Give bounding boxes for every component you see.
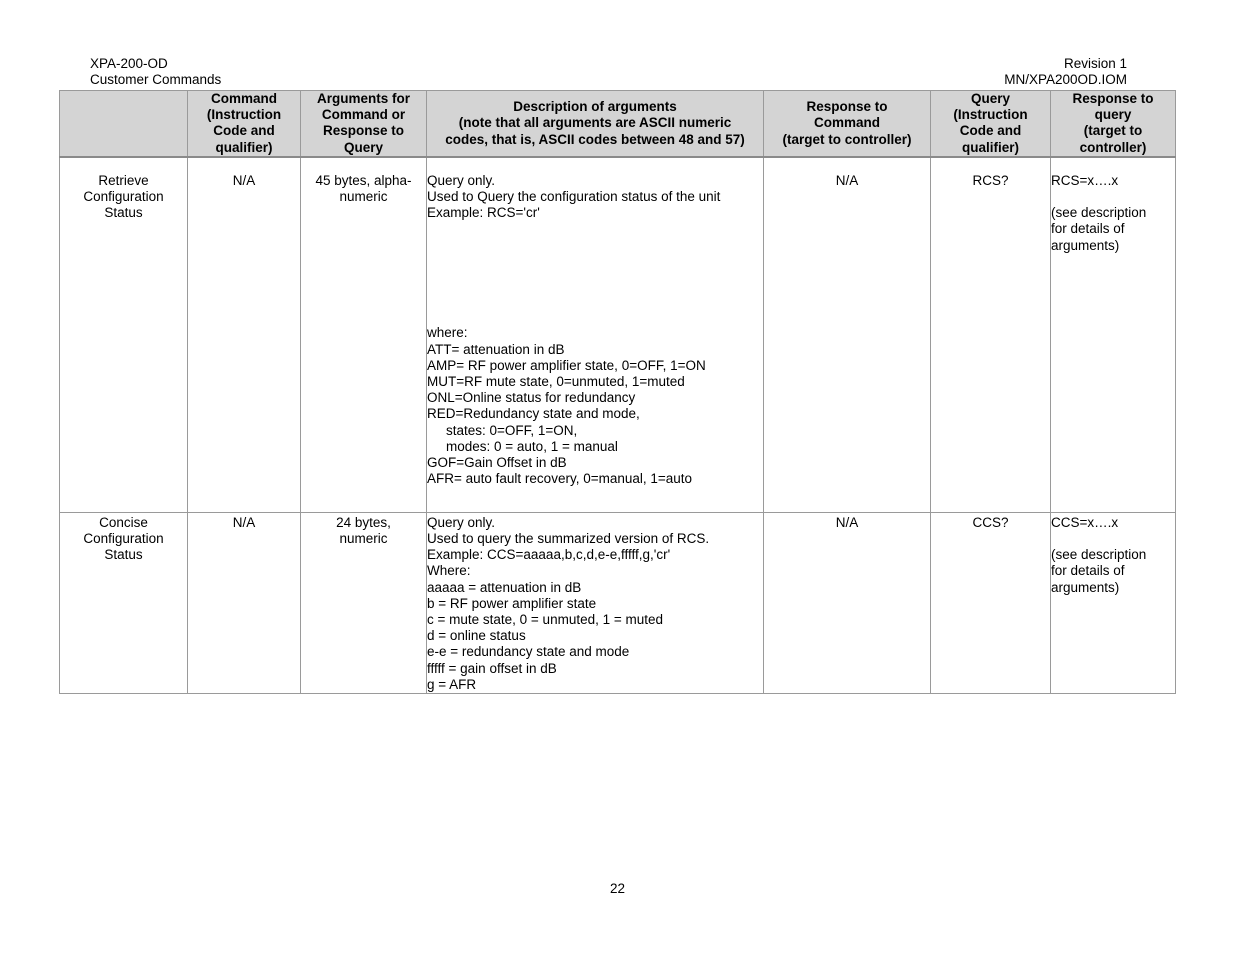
- page-header-right: [1004, 56, 1127, 88]
- command-cell: N/A: [188, 157, 301, 513]
- response-to-query-cell: CCS=x….x (see description for details of arguments): [1051, 512, 1176, 693]
- document-id: XPA-200-OD: [90, 56, 168, 71]
- response-to-command-cell: N/A: [764, 512, 931, 693]
- header-arguments: Arguments for Command or Response to Query: [301, 91, 427, 157]
- header-description: Description of arguments (note that all arguments are ASCII numeric codes, that is, ASCII codes between 48 and 57): [427, 91, 764, 157]
- page-number: 22: [609, 881, 626, 896]
- page-header-left: [90, 56, 221, 88]
- revision-label: Revision 1: [1063, 56, 1127, 71]
- query-cell: CCS?: [931, 512, 1051, 693]
- document-code: MN/XPA200OD.IOM: [1004, 72, 1127, 87]
- response-to-query-cell: RCS=x….x (see description for details of arguments): [1051, 157, 1176, 513]
- header-response-to-query: Response to query (target to controller): [1051, 91, 1176, 157]
- commands-table: [59, 90, 1176, 694]
- header-response-to-command: Response to Command (target to controller): [764, 91, 931, 157]
- description-cell: Query only. Used to query the summarized version of RCS. Example: CCS=aaaaa,b,c,d,e-e,fffff,g,'cr' Where: aaaaa = attenuation in dB b = RF power amplifier state c = mute state, 0 = unmuted, 1 = muted d = online status e-e = redundancy state and mode fffff = gain offset in dB g = AFR: [427, 512, 764, 693]
- section-title: Customer Commands: [90, 72, 222, 87]
- query-cell: RCS?: [931, 157, 1051, 513]
- header-query: Query (Instruction Code and qualifier): [931, 91, 1051, 157]
- table-row: [60, 157, 1176, 513]
- table-header-row: [60, 91, 1176, 157]
- arguments-cell: 24 bytes, numeric: [301, 512, 427, 693]
- arguments-cell: 45 bytes, alpha- numeric: [301, 157, 427, 513]
- response-to-command-cell: N/A: [764, 157, 931, 513]
- command-cell: N/A: [188, 512, 301, 693]
- header-command: Command (Instruction Code and qualifier): [188, 91, 301, 157]
- description-cell: Query only. Used to Query the configuration status of the unit Example: RCS='cr' where: ATT= attenuation in dB AMP= RF power amplifier state, 0=OFF, 1=ON MUT=RF mute state, 0=unmuted, 1=muted ONL=Online status for redundancy RED=Redundancy state and mode, states: 0=OFF, 1=ON, modes: 0 = auto, 1 = manual GOF=Gain Offset in dB AFR= auto fault recovery, 0=manual, 1=auto: [427, 157, 764, 513]
- header-name-cell: [60, 91, 188, 157]
- table-row: [60, 512, 1176, 693]
- command-name-cell: Concise Configuration Status: [60, 512, 188, 693]
- command-name-cell: Retrieve Configuration Status: [60, 157, 188, 513]
